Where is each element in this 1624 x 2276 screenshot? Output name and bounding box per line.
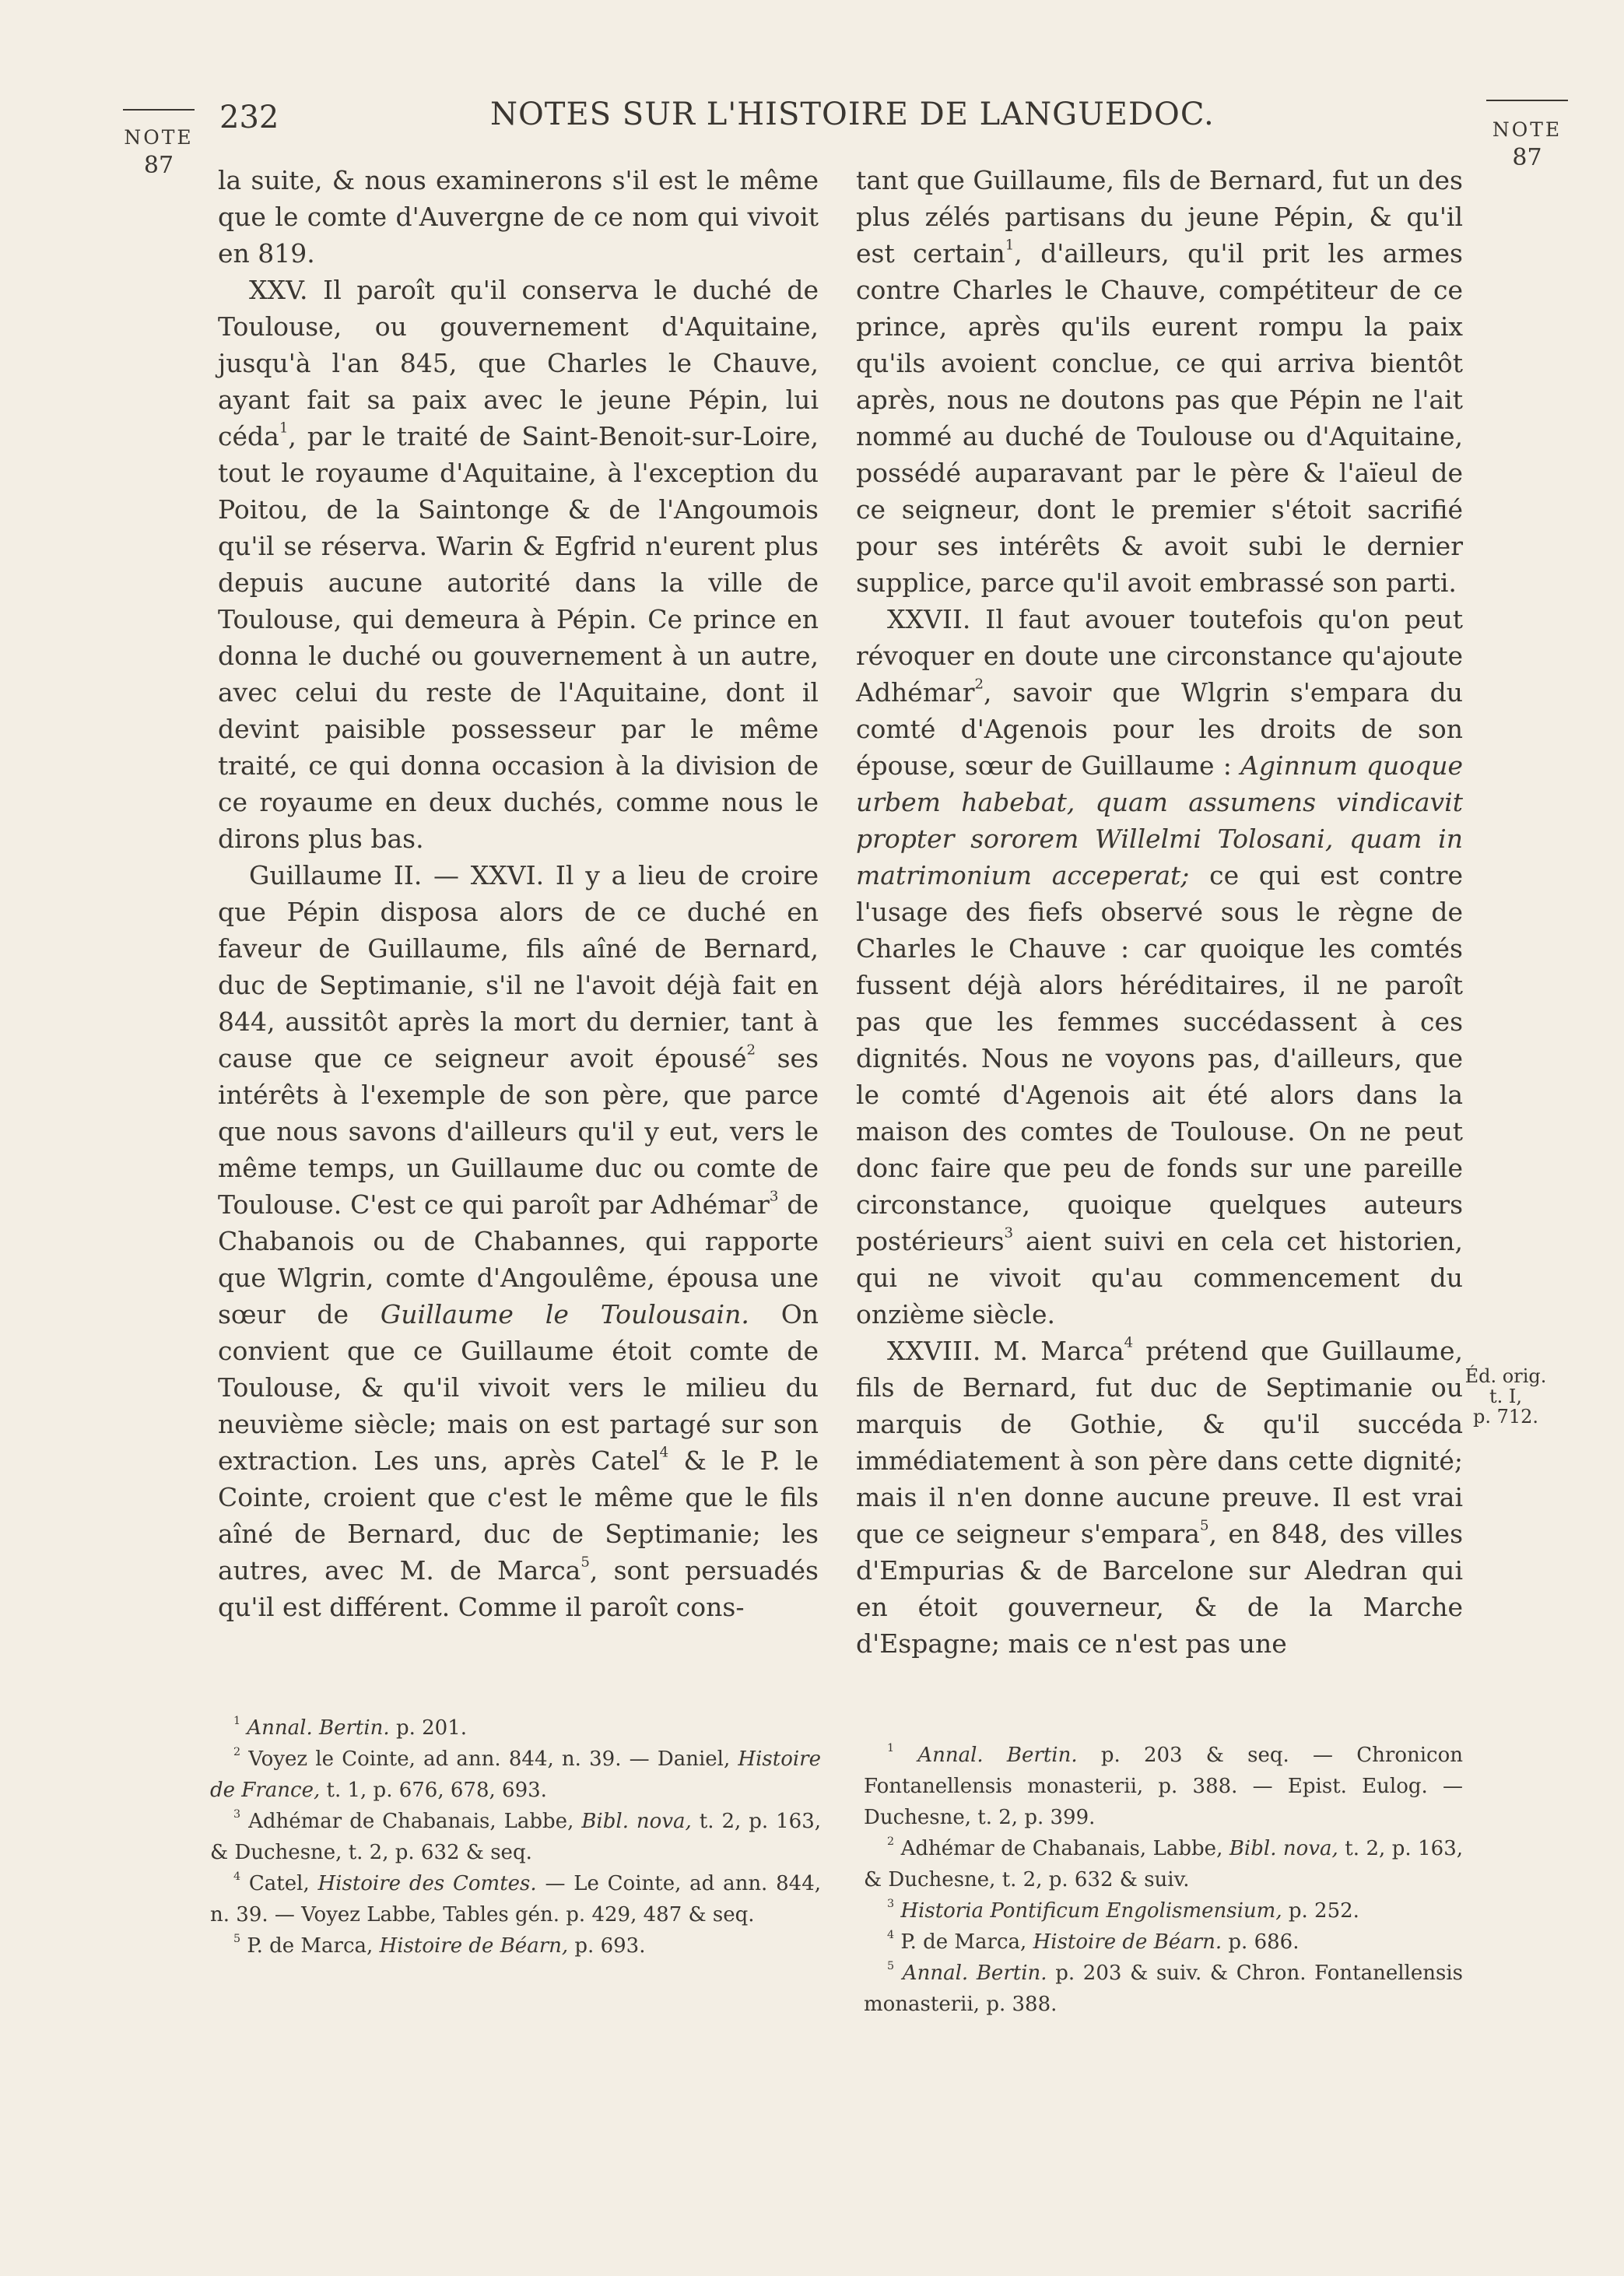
edition-note-line3: p. 712. — [1472, 1406, 1539, 1428]
left-footnotes — [210, 1712, 821, 1962]
footnote: $^1$ Annal. Bertin. p. 201. — [233, 1715, 468, 1740]
footnote: $^2$ Voyez le Cointe, ad ann. 844, n. 39. — Daniel, Histoire de France, t. 1, p. 676, 678, 693. — [210, 1746, 821, 1802]
footnote: $^2$ Adhémar de Chabanais, Labbe, Bibl. nova, t. 2, p. 163, & Duchesne, t. 2, p. 632 & suiv. — [864, 1835, 1464, 1891]
footnote: $^3$ Adhémar de Chabanais, Labbe, Bibl. nova, t. 2, p. 163, & Duchesne, t. 2, p. 632 & seq. — [210, 1808, 822, 1864]
footnote: $^4$ P. de Marca, Histoire de Béarn. p. 686. — [887, 1929, 1300, 1954]
edition-note-line1: Éd. orig. — [1464, 1365, 1547, 1387]
left-paragraph: XXV. Il paroît qu'il conserva le duché de Toulouse, ou gouvernement d'Aquitaine, jusqu'à l'an 845, que Charles le Chauve, ayant fait sa paix avec le jeune Pépin, lui céda$^1$, par le traité de Saint-Benoit-sur-Loire, tout le royaume d'Aquitaine, à l'exception du Poitou, de la Saintonge & de l'Angoumois qu'il se réserva. Warin & Egfrid n'eurent plus depuis aucune autorité dans la ville de Toulouse, qui demeura à Pépin. Ce prince en donna le duché ou gouvernement à un autre, avec celui du reste de l'Aquitaine, dont il devint paisible possesseur par le même traité, ce qui donna occasion à la division de ce royaume en deux duchés, comme nous le dirons plus bas. — [218, 275, 819, 854]
left-margin-note-number: 87 — [143, 152, 174, 179]
footnote: $^5$ P. de Marca, Histoire de Béarn, p. 693. — [233, 1933, 646, 1958]
footnote: $^3$ Historia Pontificum Engolismensium, p. 252. — [887, 1898, 1359, 1923]
right-margin-rule — [1486, 100, 1568, 101]
running-title: NOTES SUR L'HISTOIRE DE LANGUEDOC. — [490, 97, 1215, 132]
right-footnotes — [864, 1740, 1463, 2020]
right-margin-note-number: 87 — [1512, 144, 1542, 171]
right-paragraph: XXVII. Il faut avouer toutefois qu'on peut révoquer en doute une circonstance qu'ajoute Adhémar$^2$, savoir que Wlgrin s'empara du comté d'Agenois pour les droits de son épouse, sœur de Guillaume : Aginnum quoque urbem habebat, quam assumens vindicavit propter sororem Willelmi Tolosani, quam in matrimonium acceperat; ce qui est contre l'usage des fiefs observé sous le règne de Charles le Chauve : car quoique les comtés fussent déjà alors héréditaires, il ne paroît pas que les femmes succédassent à ces dignités. Nous ne voyons pas, d'ailleurs, que le comté d'Agenois ait été alors dans la maison des comtes de Toulouse. On ne peut donc faire que peu de fonds sur une pareille circonstance, quoique quelques auteurs postérieurs$^3$ aient suivi en cela cet historien, qui ne vivoit qu'au commencement du onzième siècle. — [856, 604, 1463, 1329]
footnote: $^1$ Annal. Bertin. p. 203 & seq. — Chronicon Fontanellensis monasterii, p. 388. — Epist. Eulog. — Duchesne, t. 2, p. 399. — [864, 1742, 1463, 1829]
right-paragraph: tant que Guillaume, fils de Bernard, fut un des plus zélés partisans du jeune Pépin, & qu'il est certain$^1$, d'ailleurs, qu'il prit les armes contre Charles le Chauve, compétiteur de ce prince, après qu'ils eurent rompu la paix qu'ils avoient conclue, ce qui arriva bientôt après, nous ne doutons pas que Pépin ne l'ait nommé au duché de Toulouse ou d'Aquitaine, possédé auparavant par le père & l'aïeul de ce seigneur, dont le premier s'étoit sacrifié pour ses intérêts & avoit subi le dernier supplice, parce qu'il avoit embrassé son parti. — [856, 165, 1463, 598]
edition-note — [1463, 1366, 1549, 1427]
page-number: 232 — [219, 100, 279, 135]
footnote: $^4$ Catel, Histoire des Comtes. — Le Cointe, ad ann. 844, n. 39. — Voyez Labbe, Tables gén. p. 429, 487 & seq. — [210, 1870, 821, 1927]
left-paragraph: la suite, & nous examinerons s'il est le même que le comte d'Auvergne de ce nom qui vivoit en 819. — [218, 165, 819, 269]
left-column — [218, 162, 819, 1625]
right-column — [856, 162, 1463, 1662]
left-margin-note-label: NOTE — [124, 126, 194, 149]
footnote: $^5$ Annal. Bertin. p. 203 & suiv. & Chron. Fontanellensis monasterii, p. 388. — [864, 1960, 1463, 2016]
left-paragraph: Guillaume II. — XXVI. Il y a lieu de croire que Pépin disposa alors de ce duché en faveur de Guillaume, fils aîné de Bernard, duc de Septimanie, s'il ne l'avoit déjà fait en 844, aussitôt après la mort du dernier, tant à cause que ce seigneur avoit épousé$^2$ ses intérêts à l'exemple de son père, que parce que nous savons d'ailleurs qu'il y eut, vers le même temps, un Guillaume duc ou comte de Toulouse. C'est ce qui paroît par Adhémar$^3$ de Chabanois ou de Chabannes, qui rapporte que Wlgrin, comte d'Angoulême, épousa une sœur de Guillaume le Toulousain. On convient que ce Guillaume étoit comte de Toulouse, & qu'il vivoit vers le milieu du neuvième siècle; mais on est partagé sur son extraction. Les uns, après Catel$^4$ & le P. le Cointe, croient que c'est le même que le fils aîné de Bernard, duc de Septimanie; les autres, avec M. de Marca$^5$, sont persuadés qu'il est différent. Comme il paroît cons- — [218, 860, 819, 1622]
right-paragraph: XXVIII. M. Marca$^4$ prétend que Guillaume, fils de Bernard, fut duc de Septimanie ou marquis de Gothie, & qu'il succéda immédiatement à son père dans cette dignité; mais il n'en donne aucune preuve. Il est vrai que ce seigneur s'empara$^5$, en 848, des villes d'Empurias & de Barcelone sur Aledran qui en étoit gouverneur, & de la Marche d'Espagne; mais ce n'est pas une — [856, 1334, 1463, 1659]
right-margin-note-label: NOTE — [1492, 118, 1563, 141]
edition-note-line2: t. I, — [1489, 1386, 1522, 1407]
left-margin-rule — [123, 109, 195, 111]
